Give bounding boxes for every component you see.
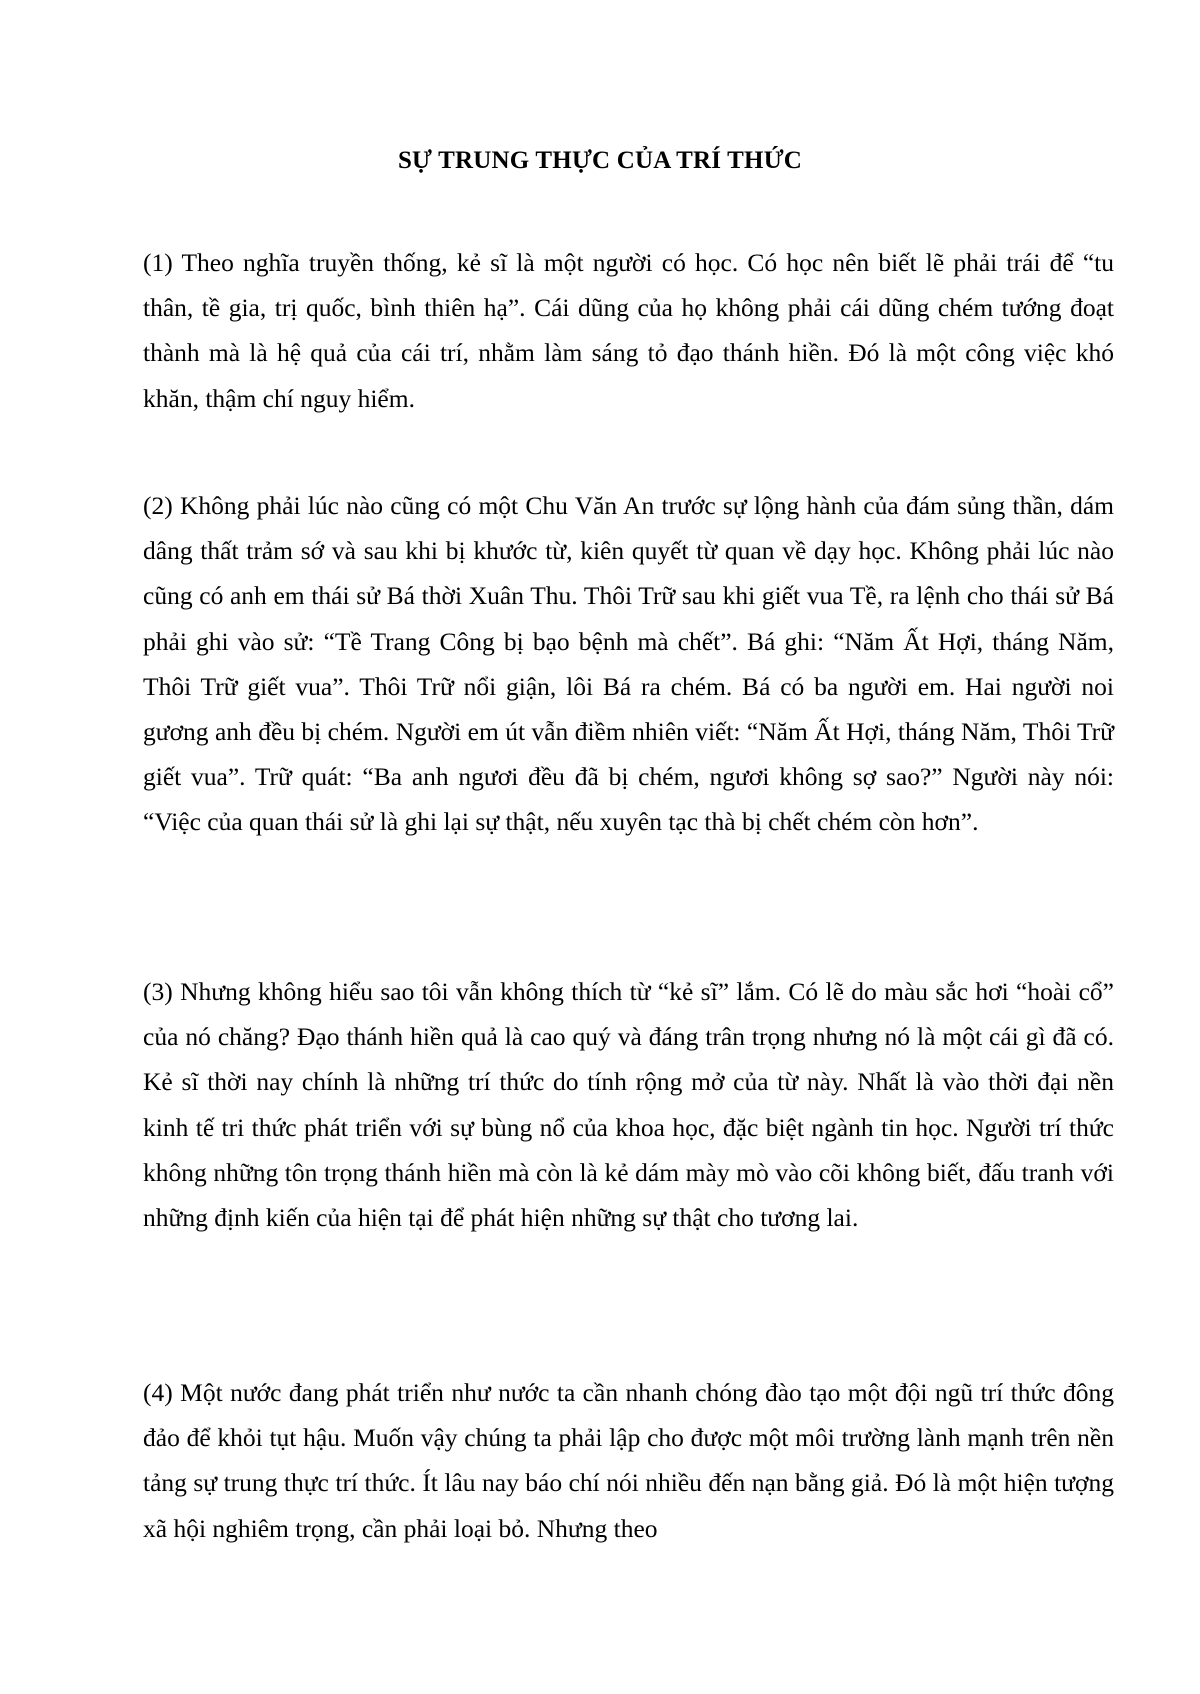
paragraph-4: (4) Một nước đang phát triển như nước ta cần nhanh chóng đào tạo một đội ngũ trí thức đông đảo để khỏi tụt hậu. Muốn vậy chúng ta phải lập cho được một môi trường lành mạnh trên nền tảng sự trung thực trí thức. Ít lâu nay báo chí nói nhiều đến nạn bằng giả. Đó là một hiện tượng xã hội nghiêm trọng, cần phải loại bỏ. Nhưng theo: [143, 1378, 1114, 1543]
paragraph-3: (3) Nhưng không hiểu sao tôi vẫn không thích từ “kẻ sĩ” lắm. Có lẽ do màu sắc hơi “hoài cổ” của nó chăng? Đạo thánh hiền quả là cao quý và đáng trân trọng nhưng nó là một cái gì đã có. Kẻ sĩ thời nay chính là những trí thức do tính rộng mở của từ này. Nhất là vào thời đại nền kinh tế tri thức phát triển với sự bùng nổ của khoa học, đặc biệt ngành tin học. Người trí thức không những tôn trọng thánh hiền mà còn là kẻ dám mày mò vào cõi không biết, đấu tranh với những định kiến của hiện tại để phát hiện những sự thật cho tương lai.: [143, 977, 1114, 1233]
paragraph-1: (1) Theo nghĩa truyền thống, kẻ sĩ là một người có học. Có học nên biết lẽ phải trái để “tu thân, tề gia, trị quốc, bình thiên hạ”. Cái dũng của họ không phải cái dũng chém tướng đoạt thành mà là hệ quả của cái trí, nhằm làm sáng tỏ đạo thánh hiền. Đó là một công việc khó khăn, thậm chí nguy hiểm.: [143, 248, 1114, 413]
paragraph-2: (2) Không phải lúc nào cũng có một Chu Văn An trước sự lộng hành của đám sủng thần, dám dâng thất trảm sớ và sau khi bị khước từ, kiên quyết từ quan về dạy học. Không phải lúc nào cũng có anh em thái sử Bá thời Xuân Thu. Thôi Trữ sau khi giết vua Tề, ra lệnh cho thái sử Bá phải ghi vào sử: “Tề Trang Công bị bạo bệnh mà chết”. Bá ghi: “Năm Ất Hợi, tháng Năm, Thôi Trữ giết vua”. Thôi Trữ nổi giận, lôi Bá ra chém. Bá có ba người em. Hai người noi gương anh đều bị chém. Người em út vẫn điềm nhiên viết: “Năm Ất Hợi, tháng Năm, Thôi Trữ giết vua”. Trữ quát: “Ba anh ngươi đều đã bị chém, ngươi không sợ sao?” Người này nói: “Việc của quan thái sử là ghi lại sự thật, nếu xuyên tạc thà bị chết chém còn hơn”.: [143, 491, 1114, 837]
document-title: SỰ TRUNG THỰC CỦA TRÍ THỨC: [397, 147, 803, 174]
